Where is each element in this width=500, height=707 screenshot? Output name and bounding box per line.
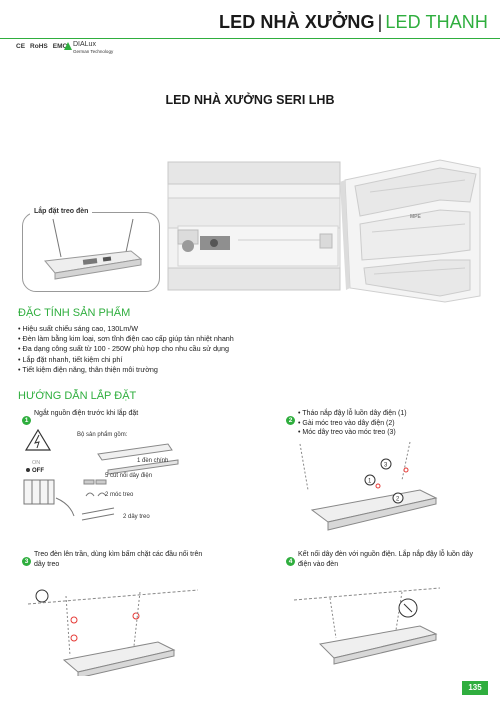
- step-2-line: • Móc dây treo vào móc treo (3): [298, 429, 396, 436]
- cert-ce: CE: [16, 43, 26, 50]
- header-divider: [0, 38, 500, 39]
- install-callout-box: [22, 212, 160, 292]
- header-separator: |: [377, 12, 383, 32]
- step-3-illustration: [18, 576, 218, 676]
- feature-item: • Lắp đặt nhanh, tiết kiệm chi phí: [18, 355, 234, 365]
- step-3-number: 3: [22, 557, 31, 566]
- marker-2: 2: [396, 496, 400, 503]
- page-number: 135: [462, 681, 488, 695]
- step-4-text: Kết nối dây đèn với nguồn điện. Lắp nắp đậy lỗ luồn dây điện vào đèn: [298, 551, 474, 568]
- cert-rohs: RoHS: [30, 43, 48, 50]
- kit-item: 2 móc treo: [105, 492, 134, 498]
- kit-title: Bộ sản phẩm gồm:: [77, 432, 128, 438]
- luminaire-front-view: [340, 160, 480, 302]
- features-list: [18, 324, 234, 375]
- marker-3: 3: [384, 462, 388, 469]
- series-title: LED NHÀ XƯỞNG SERI LHB: [165, 93, 335, 107]
- step-1-illustration: [18, 424, 218, 534]
- page-header-title: [219, 12, 488, 33]
- step-3: [22, 550, 203, 568]
- step-1-text: Ngắt nguồn điện trước khi lắp đặt: [34, 410, 139, 417]
- feature-item: • Hiệu suất chiếu sáng cao, 130Lm/W: [18, 324, 234, 334]
- header-title-main: LED NHÀ XƯỞNG: [219, 12, 375, 32]
- marker-1: 1: [368, 478, 372, 485]
- step-3-text: Treo đèn lên trần, dùng kìm bấm chặt các đầu nối trên dây treo: [34, 551, 203, 568]
- dialux-logo-icon: [64, 42, 72, 50]
- step-2-illustration: [290, 440, 450, 540]
- step-4-number: 4: [286, 557, 295, 566]
- callout-label: Lắp đặt treo đèn: [30, 208, 92, 215]
- switch-off-label: OFF: [32, 468, 44, 474]
- step-2-line: • Gài móc treo vào dây điện (2): [298, 419, 395, 427]
- warning-icon: [26, 430, 50, 450]
- step-1-number: 1: [22, 416, 31, 425]
- features-heading: ĐẶC TÍNH SẢN PHẨM: [18, 307, 131, 319]
- header-title-sub: LED THANH: [385, 12, 488, 32]
- kit-item: 5 cút nối dây điện: [105, 473, 153, 479]
- certification-marks: [16, 43, 67, 50]
- step-2-text: [298, 409, 478, 438]
- brand-mark: MPE: [410, 214, 421, 220]
- hanging-luminaire-illustration: [23, 213, 159, 291]
- feature-item: • Tiết kiệm điện năng, thân thiện môi trường: [18, 365, 234, 375]
- step-4: [286, 550, 474, 568]
- switch-on-label: ON: [32, 460, 41, 466]
- kit-item: 1 đèn chính: [137, 458, 169, 464]
- step-2-line: • Tháo nắp đậy lỗ luồn dây điện (1): [298, 410, 407, 417]
- dialux-logo: [73, 41, 113, 55]
- feature-item: • Đèn làm bằng kim loại, sơn tĩnh điện cao cấp giúp tản nhiệt nhanh: [18, 334, 234, 344]
- dialux-tagline: German Technology: [73, 49, 114, 54]
- step-2-number: 2: [286, 416, 295, 425]
- luminaire-back-view: [168, 162, 340, 290]
- cert-emc: EMC: [52, 43, 68, 50]
- step-4-illustration: [290, 578, 450, 678]
- install-guide-heading: HƯỚNG DẪN LẮP ĐẶT: [18, 390, 137, 402]
- dialux-name: DIALux: [73, 41, 96, 48]
- step-2: [286, 409, 407, 436]
- kit-item: 2 dây treo: [123, 514, 150, 520]
- feature-item: • Đa dạng công suất từ 100 - 250W phù hợp cho nhu cầu sử dụng: [18, 344, 234, 354]
